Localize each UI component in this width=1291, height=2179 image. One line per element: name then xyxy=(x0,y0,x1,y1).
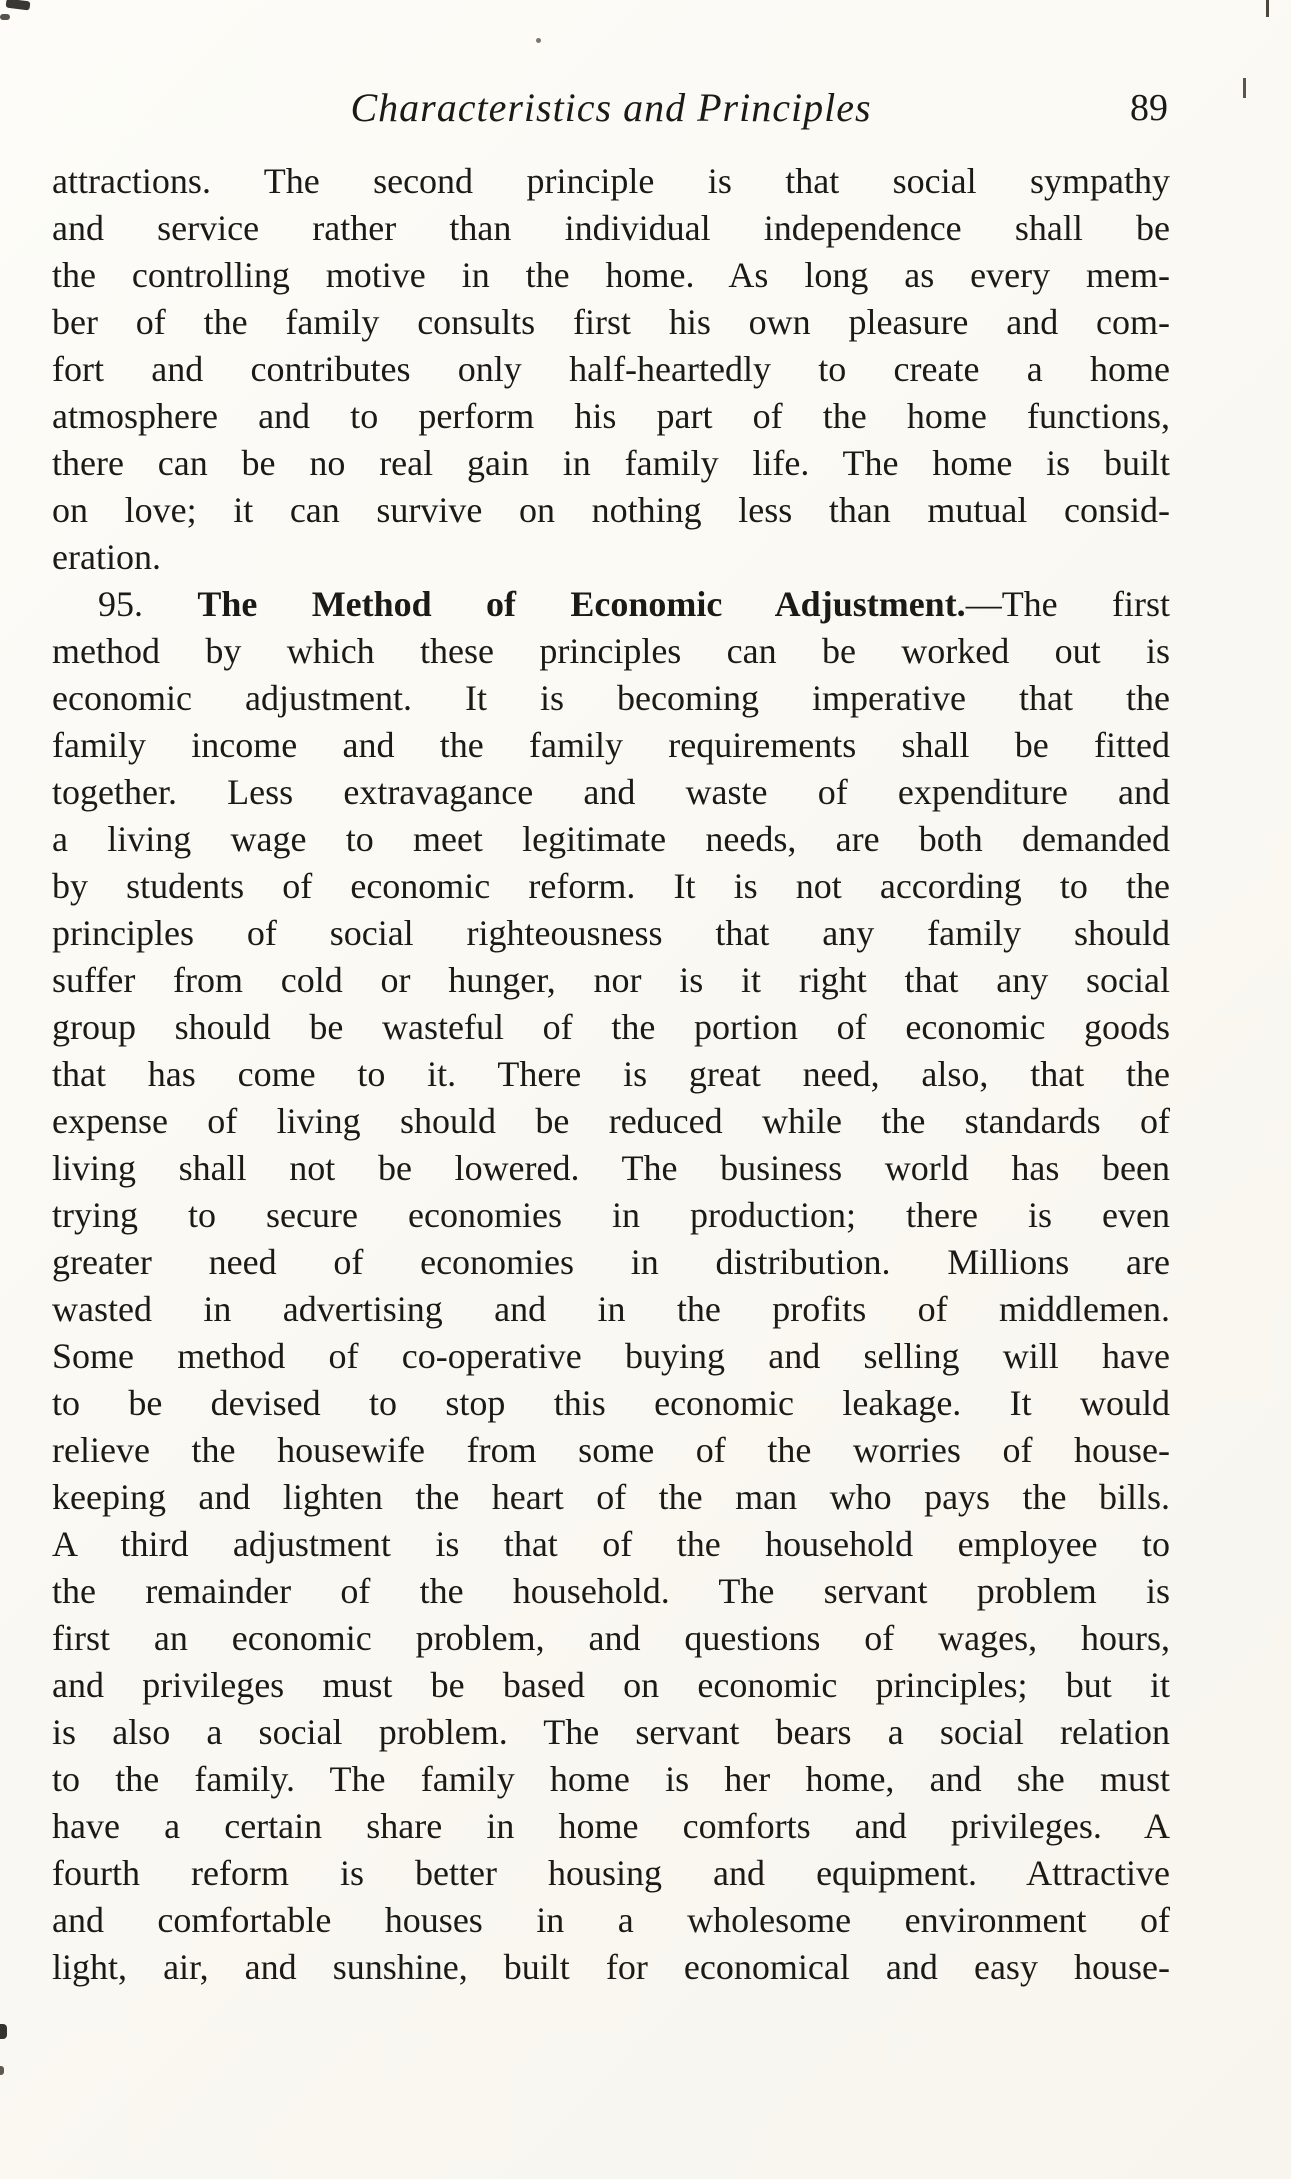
text-line: principles of social righteousness that any family should xyxy=(52,913,1170,953)
text-line: fourth reform is better housing and equipment. Attractive xyxy=(52,1853,1170,1893)
text-line: and privileges must be based on economic principles; but it xyxy=(52,1665,1170,1705)
text-line: that has come to it. There is great need, also, that the xyxy=(52,1054,1170,1094)
text-line: is also a social problem. The servant bears a social relation xyxy=(52,1712,1170,1752)
text-line: the controlling motive in the home. As long as every mem- xyxy=(52,255,1170,295)
text-line: trying to secure economies in production; there is even xyxy=(52,1195,1170,1235)
text-line: on love; it can survive on nothing less than mutual consid- xyxy=(52,490,1170,530)
text-line: ber of the family consults first his own pleasure and com- xyxy=(52,302,1170,342)
text-line: attractions. The second principle is that social sympathy xyxy=(52,161,1170,201)
text-line: by students of economic reform. It is not according to the xyxy=(52,866,1170,906)
text-line: to the family. The family home is her home, and she must xyxy=(52,1759,1170,1799)
text-line: and comfortable houses in a wholesome environment of xyxy=(52,1900,1170,1940)
scan-artifact xyxy=(6,0,31,10)
text-line: a living wage to meet legitimate needs, are both demanded xyxy=(52,819,1170,859)
text-line: atmosphere and to perform his part of the home functions, xyxy=(52,396,1170,436)
text-line: eration. xyxy=(52,537,161,577)
text-block xyxy=(52,0,1170,1991)
text-line: to be devised to stop this economic leakage. It would xyxy=(52,1383,1170,1423)
scan-artifact xyxy=(0,2024,7,2039)
text-line: Some method of co-operative buying and selling will have xyxy=(52,1336,1170,1376)
text-line: light, air, and sunshine, built for economical and easy house- xyxy=(52,1947,1170,1987)
text-line: relieve the housewife from some of the worries of house- xyxy=(52,1430,1170,1470)
text-line: A third adjustment is that of the household employee to xyxy=(52,1524,1170,1564)
page-number: 89 xyxy=(1130,87,1168,129)
text-line: have a certain share in home comforts and privileges. A xyxy=(52,1806,1170,1846)
scan-artifact xyxy=(1243,78,1246,98)
text-line: keeping and lighten the heart of the man who pays the bills. xyxy=(52,1477,1170,1517)
text-line: there can be no real gain in family life. The home is built xyxy=(52,443,1170,483)
page-body xyxy=(52,158,1170,1991)
text-line: and service rather than individual independence shall be xyxy=(52,208,1170,248)
scan-artifact xyxy=(0,14,10,20)
text-line: expense of living should be reduced while the standards of xyxy=(52,1101,1170,1141)
scan-artifact xyxy=(1266,0,1269,17)
text-line: suffer from cold or hunger, nor is it right that any social xyxy=(52,960,1170,1000)
paragraph xyxy=(52,581,1170,1991)
text-line: wasted in advertising and in the profits of middlemen. xyxy=(52,1289,1170,1329)
text-segment: —The first xyxy=(965,584,1170,624)
text-line xyxy=(52,581,1170,628)
text-line: family income and the family requirements shall be fitted xyxy=(52,725,1170,765)
text-line: economic adjustment. It is becoming imperative that the xyxy=(52,678,1170,718)
text-line: living shall not be lowered. The business world has been xyxy=(52,1148,1170,1188)
text-line: fort and contributes only half-heartedly to create a home xyxy=(52,349,1170,389)
text-segment: 95. xyxy=(98,584,198,624)
running-head-title: Characteristics and Principles xyxy=(350,85,872,130)
text-line: first an economic problem, and questions of wages, hours, xyxy=(52,1618,1170,1658)
text-line: together. Less extravagance and waste of expenditure and xyxy=(52,772,1170,812)
text-line: greater need of economies in distribution. Millions are xyxy=(52,1242,1170,1282)
text-line: group should be wasteful of the portion of economic goods xyxy=(52,1007,1170,1047)
text-line: the remainder of the household. The servant problem is xyxy=(52,1571,1170,1611)
page-header xyxy=(52,84,1170,140)
paragraph xyxy=(52,158,1170,581)
scan-artifact xyxy=(0,2066,4,2075)
section-heading-bold: The Method of Economic Adjustment. xyxy=(197,584,966,624)
text-line: method by which these principles can be worked out is xyxy=(52,631,1170,671)
